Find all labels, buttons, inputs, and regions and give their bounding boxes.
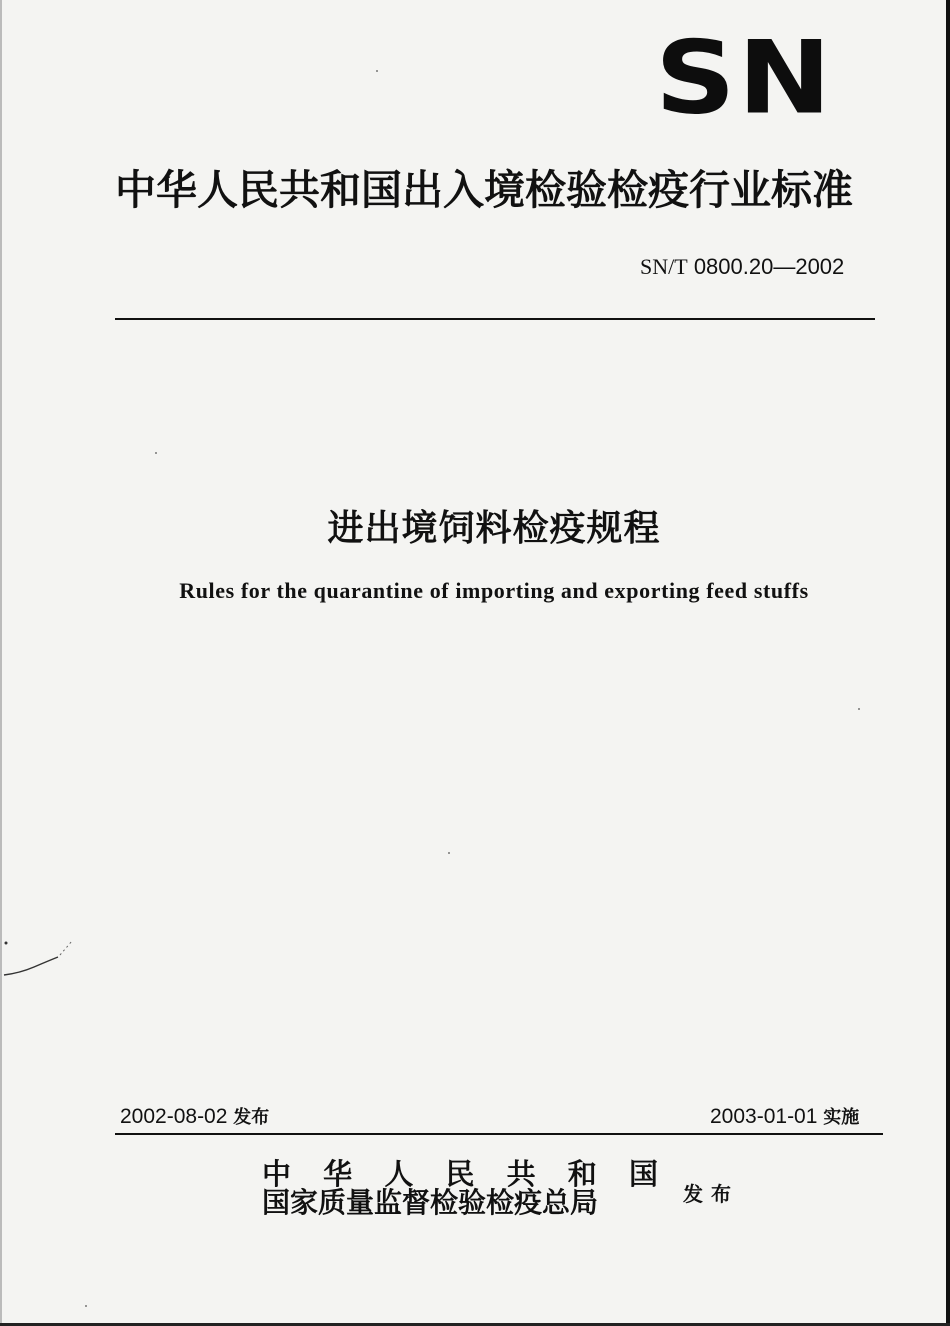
scan-speck [85,1305,87,1307]
issue-date-line [120,1103,269,1129]
scan-speck [858,708,860,710]
standard-code-number: 0800.20—2002 [693,254,845,279]
issuer-char: 民 [445,1157,475,1191]
effective-date-line [710,1103,859,1129]
scan-left-edge [0,0,2,1326]
document-title-chinese: 进出境饲料检疫规程 [327,508,661,549]
issuer-char: 国 [628,1157,658,1191]
scan-speck [448,852,450,854]
sn-logo: SN [655,19,834,137]
issuer-char: 华 [323,1157,353,1191]
top-divider [115,318,875,320]
scan-speck [155,452,157,454]
scan-speck [376,70,378,72]
effective-date: 2003-01-01 [710,1105,818,1128]
issuer-char: 人 [384,1157,414,1191]
scan-mark-scribble [0,935,90,995]
issue-label: 发布 [233,1107,270,1128]
publish-label: 发布 [683,1182,739,1206]
issue-date: 2002-08-02 [120,1105,228,1128]
issuer-country [262,1157,658,1191]
issuer-agency: 国家质量监督检验检疫总局 [262,1186,599,1219]
scan-right-edge [946,0,950,1326]
effective-label: 实施 [823,1107,860,1128]
standard-category-title: 中华人民共和国出入境检验检疫行业标准 [115,166,853,214]
bottom-divider [115,1133,883,1135]
standard-code [640,254,844,280]
issuer-char: 和 [567,1157,597,1191]
standard-code-prefix: SN/T [640,254,688,279]
issuer-char: 中 [262,1157,292,1191]
issuer-char: 共 [506,1157,536,1191]
document-title-english: Rules for the quarantine of importing and exporting feed stuffs [179,578,809,603]
